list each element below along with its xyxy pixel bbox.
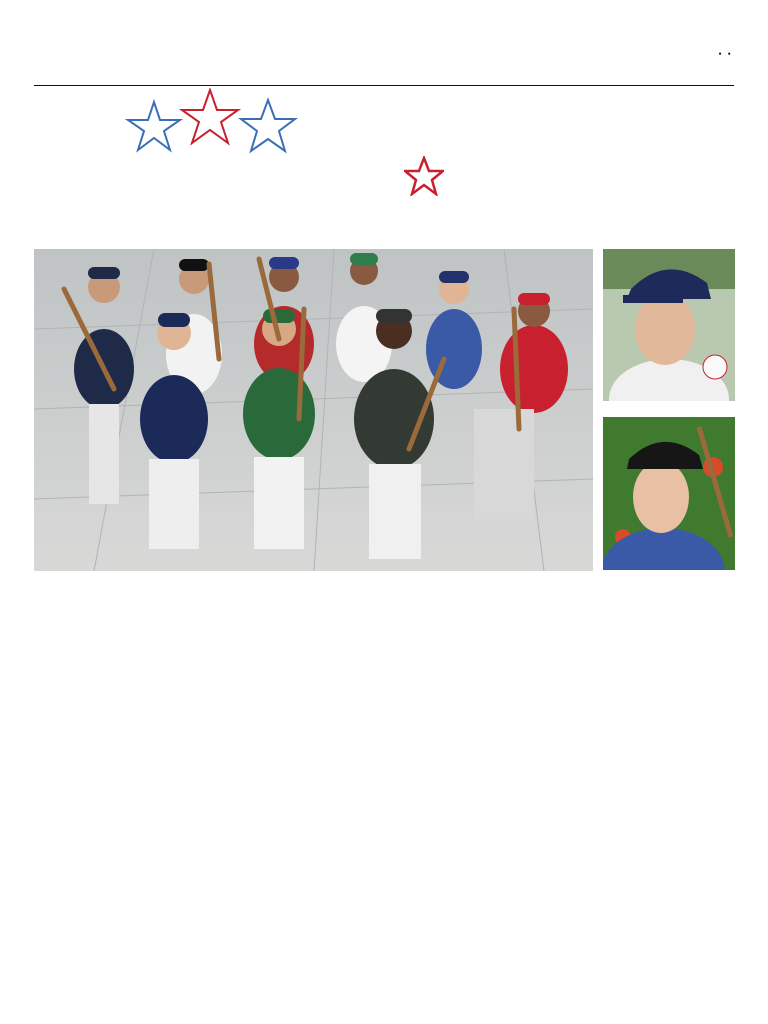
red-star-icon: [404, 156, 444, 196]
pitcher-photo: [603, 249, 735, 401]
stars-icon: [118, 88, 308, 172]
catcher-photo: [603, 417, 735, 570]
team-photo: [34, 249, 593, 571]
dateline: • •: [715, 49, 734, 59]
masthead: [34, 46, 734, 86]
